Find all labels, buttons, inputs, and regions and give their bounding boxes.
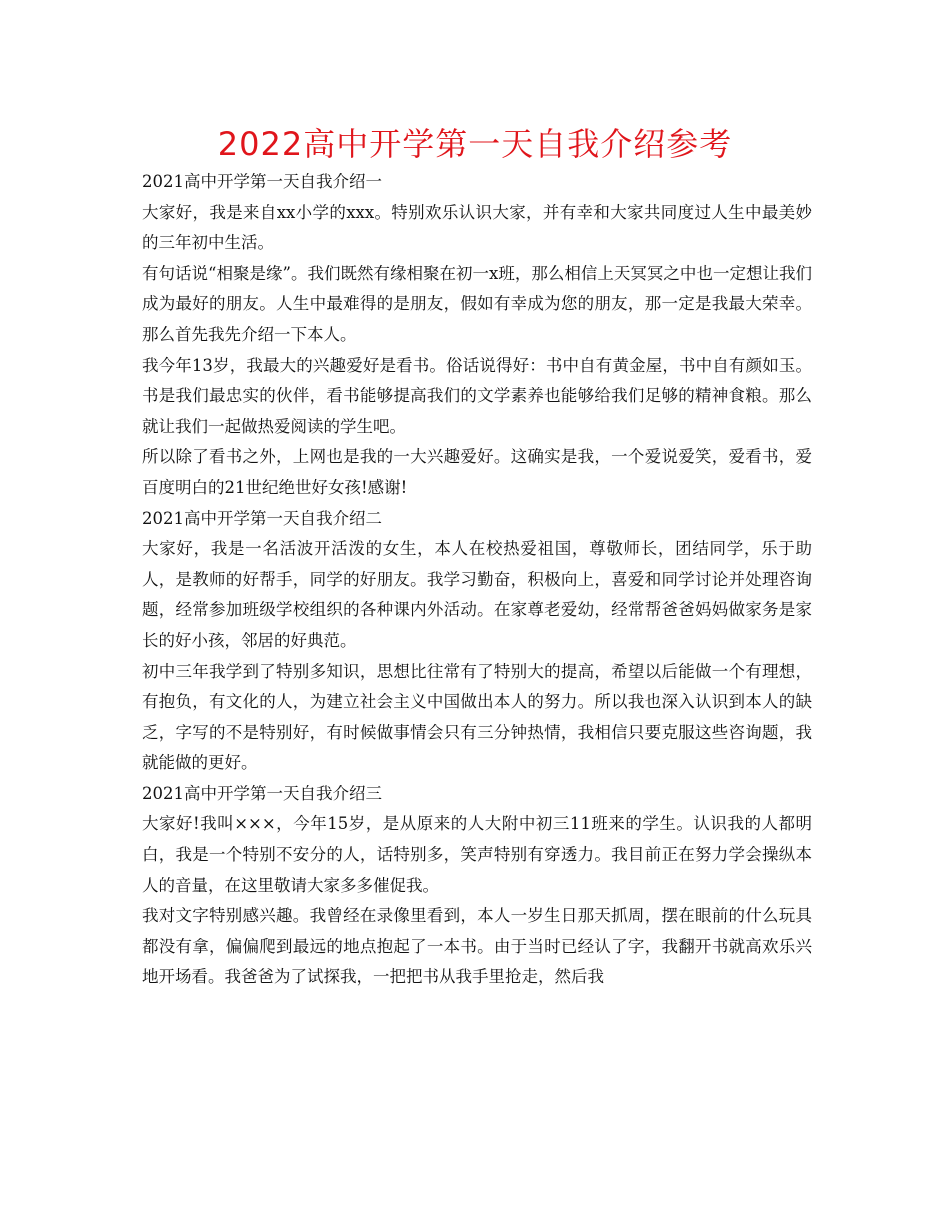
paragraph: 大家好，我是一名活波开活泼的女生，本人在校热爱祖国，尊敬师长，团结同学，乐于助人，是教师的好帮手，同学的好朋友。我学习勤奋，积极向上，喜爱和同学讨论并处理咨询题，经常参加班级学校组织的各种课内外活动。在家尊老爱幼，经常帮爸爸妈妈做家务是家长的好小孩，邻居的好典范。 xyxy=(142,539,812,650)
document-body xyxy=(142,167,812,993)
section-heading-3: 2021高中开学第一天自我介绍三 xyxy=(142,783,382,803)
section-heading-1: 2021高中开学第一天自我介绍一 xyxy=(142,172,382,191)
paragraph: 所以除了看书之外，上网也是我的一大兴趣爱好。这确实是我，一个爱说爱笑，爱看书，爱百度明白的21世纪绝世好女孩!感谢! xyxy=(142,447,812,497)
paragraph: 我对文字特别感兴趣。我曾经在录像里看到，本人一岁生日那天抓周，摆在眼前的什么玩具都没有拿，偏偏爬到最远的地点抱起了一本书。由于当时已经认了字，我翻开书就高欢乐兴地开场看。我爸爸为了试探我，一把把书从我手里抢走，然后我 xyxy=(142,906,812,987)
paragraph: 初中三年我学到了特别多知识，思想比往常有了特别大的提高，希望以后能做一个有理想，有抱负，有文化的人，为建立社会主义中国做出本人的努力。所以我也深入认识到本人的缺乏，字写的不是特别好，有时候做事情会只有三分钟热情，我相信只要克服这些咨询题，我就能做的更好。 xyxy=(142,661,812,773)
paragraph: 大家好!我叫×××，今年15岁，是从原来的人大附中初三11班来的学生。认识我的人都明白，我是一个特别不安分的人，话特别多，笑声特别有穿透力。我目前正在努力学会操纵本人的音量，在这里敬请大家多多催促我。 xyxy=(142,814,812,895)
paragraph: 大家好，我是来自xx小学的xxx。特别欢乐认识大家，并有幸和大家共同度过人生中最美妙的三年初中生活。 xyxy=(142,202,812,253)
document-title: 2022高中开学第一天自我介绍参考 xyxy=(217,125,733,163)
paragraph: 有句话说“相聚是缘”。我们既然有缘相聚在初一x班，那么相信上天冥冥之中也一定想让我们成为最好的朋友。人生中最难得的是朋友，假如有幸成为您的朋友，那一定是我最大荣幸。那么首先我先介绍一下本人。 xyxy=(142,263,812,344)
section-heading-2: 2021高中开学第一天自我介绍二 xyxy=(142,508,382,528)
paragraph: 我今年13岁，我最大的兴趣爱好是看书。俗话说得好：书中自有黄金屋，书中自有颜如玉。书是我们最忠实的伙伴，看书能够提高我们的文学素养也能够给我们足够的精神食粮。那么就让我们一起做热爱阅读的学生吧。 xyxy=(142,355,812,436)
